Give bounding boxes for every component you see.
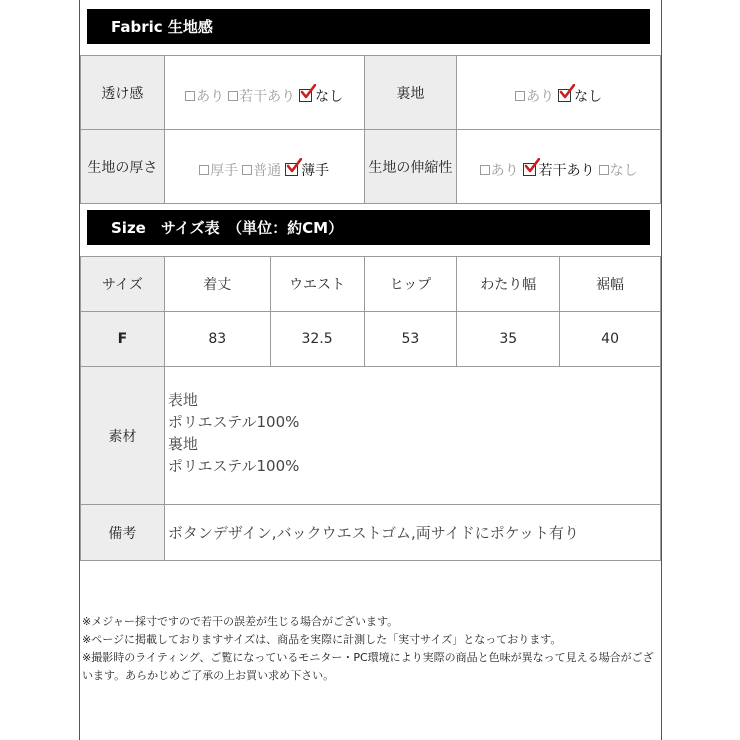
note-line: ※メジャー採寸ですので若干の誤差が生じる場合がございます。 <box>82 615 399 628</box>
size-col-header: サイズ <box>81 257 165 312</box>
checked-box-icon <box>299 89 312 102</box>
option-unchecked <box>515 86 554 106</box>
size-header-row <box>81 257 661 312</box>
option-checked <box>558 86 602 106</box>
option-label: なし <box>315 88 344 105</box>
option-label: あり <box>526 88 555 105</box>
product-spec-sheet <box>79 0 662 740</box>
notes-section <box>80 560 661 740</box>
lining-label: 裏地 <box>364 56 457 130</box>
material-line: 裏地 <box>167 435 198 453</box>
fabric-section-header <box>87 9 650 44</box>
option-label: 若干あり <box>538 162 595 179</box>
material-row <box>81 367 661 505</box>
fabric-row-transparency <box>81 56 661 130</box>
hem-value: 40 <box>560 312 661 367</box>
option-unchecked <box>228 86 295 106</box>
checked-box-icon <box>285 163 298 176</box>
option-unchecked <box>199 160 238 180</box>
remarks-row <box>81 505 661 561</box>
size-section-header <box>87 210 650 245</box>
hip-col-header: ヒップ <box>364 257 457 312</box>
thigh-value: 35 <box>457 312 560 367</box>
checkmark-icon <box>300 84 316 100</box>
option-checked <box>523 160 595 180</box>
material-line: ポリエステル100% <box>167 413 300 431</box>
empty-box-icon <box>599 165 609 175</box>
option-label: 若干あり <box>239 88 296 105</box>
option-label: あり <box>490 162 519 179</box>
option-label: 厚手 <box>210 162 239 179</box>
remarks-label: 備考 <box>81 505 165 561</box>
size-header-text: Size サイズ表 （単位：約CM） <box>111 219 344 237</box>
hem-col-header: 裾幅 <box>560 257 661 312</box>
checkmark-icon <box>524 158 540 174</box>
hip-value: 53 <box>364 312 457 367</box>
empty-box-icon <box>242 165 252 175</box>
note-line: ※撮影時のライティング、ご覧になっているモニター・PC環境により実際の商品と色味が異なって見える場合がございます。あらかじめご了承の上お買い求め下さい。 <box>82 651 654 682</box>
option-unchecked <box>185 86 224 106</box>
note-line: ※ページに掲載しておりますサイズは、商品を実際に計測した「実寸サイズ」となっております。 <box>82 633 562 646</box>
fabric-row-thickness <box>81 130 661 204</box>
option-label: 普通 <box>253 162 282 179</box>
option-label: 薄手 <box>301 162 330 179</box>
fabric-header-text: Fabric 生地感 <box>111 18 213 36</box>
stretch-options <box>457 130 661 204</box>
size-value-row <box>81 312 661 367</box>
checked-box-icon <box>558 89 571 102</box>
option-label: あり <box>196 88 225 105</box>
option-label: なし <box>609 162 638 179</box>
material-line: 表地 <box>167 391 198 409</box>
empty-box-icon <box>199 165 209 175</box>
waist-col-header: ウエスト <box>270 257 364 312</box>
length-col-header: 着丈 <box>164 257 270 312</box>
thickness-options <box>164 130 364 204</box>
waist-value: 32.5 <box>270 312 364 367</box>
material-content <box>164 367 660 505</box>
option-checked <box>285 160 329 180</box>
option-checked <box>299 86 343 106</box>
checkmark-icon <box>559 84 575 100</box>
stretch-label: 生地の伸縮性 <box>364 130 457 204</box>
option-unchecked <box>599 160 638 180</box>
length-value: 83 <box>164 312 270 367</box>
checked-box-icon <box>523 163 536 176</box>
empty-box-icon <box>228 91 238 101</box>
thickness-label: 生地の厚さ <box>81 130 165 204</box>
notes-text <box>82 613 655 685</box>
size-table <box>80 256 661 367</box>
option-unchecked <box>480 160 519 180</box>
empty-box-icon <box>515 91 525 101</box>
checkmark-icon <box>286 158 302 174</box>
lining-options <box>457 56 661 130</box>
transparency-label: 透け感 <box>81 56 165 130</box>
material-label: 素材 <box>81 367 165 505</box>
remarks-content: ボタンデザイン,バックウエストゴム,両サイドにポケット有り <box>164 505 660 561</box>
fabric-table <box>80 55 661 204</box>
transparency-options <box>164 56 364 130</box>
empty-box-icon <box>480 165 490 175</box>
thigh-col-header: わたり幅 <box>457 257 560 312</box>
option-unchecked <box>242 160 281 180</box>
material-line: ポリエステル100% <box>167 457 300 475</box>
empty-box-icon <box>185 91 195 101</box>
option-label: なし <box>574 88 603 105</box>
material-table <box>80 366 661 561</box>
size-value: F <box>81 312 165 367</box>
